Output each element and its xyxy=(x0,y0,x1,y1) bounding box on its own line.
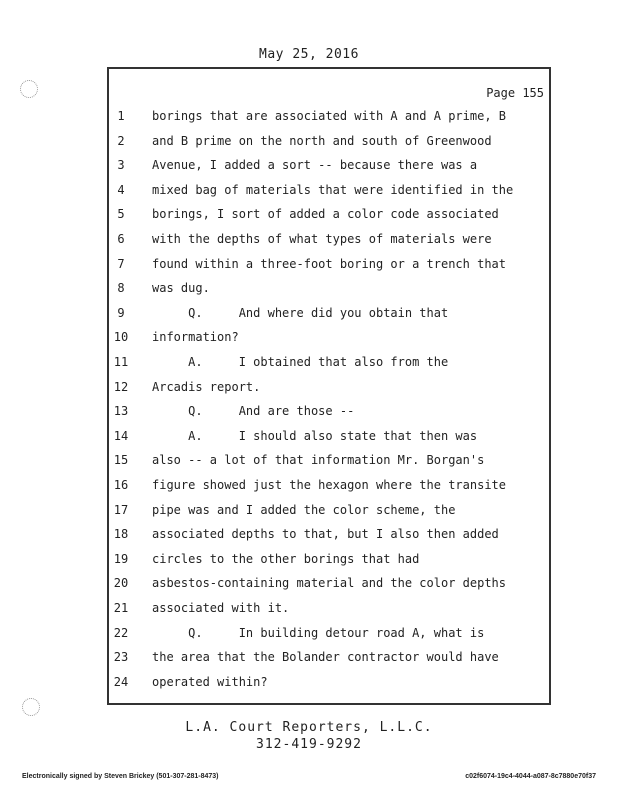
header-date: May 25, 2016 xyxy=(259,47,359,62)
transcript-line xyxy=(0,155,560,175)
transcript-line xyxy=(0,623,560,643)
line-number: 8 xyxy=(117,281,125,296)
line-text: Q. And are those -- xyxy=(152,404,355,419)
transcript-line xyxy=(0,131,560,151)
line-text: with the depths of what types of materials were xyxy=(152,232,492,246)
line-number: 9 xyxy=(117,305,125,320)
line-text: Q. In building detour road A, what is xyxy=(152,625,485,640)
line-number: 17 xyxy=(113,502,129,517)
transcript-line xyxy=(0,180,560,200)
line-number: 4 xyxy=(117,182,125,197)
line-text: also -- a lot of that information Mr. Borgan's xyxy=(152,453,485,468)
line-number: 11 xyxy=(113,355,129,369)
line-number: 21 xyxy=(113,601,129,615)
page-number: Page 155 xyxy=(486,86,544,100)
line-text: found within a three-foot boring or a trench that xyxy=(152,256,507,271)
transcript-line xyxy=(0,524,560,544)
line-number: 18 xyxy=(113,527,129,542)
transcript-line xyxy=(0,549,560,569)
transcript-line xyxy=(0,426,560,446)
transcript-line xyxy=(0,450,560,470)
transcript-line xyxy=(0,229,560,249)
line-text: A. I should also state that then was xyxy=(152,428,478,443)
line-text: operated within? xyxy=(152,674,268,689)
footer-company: L.A. Court Reporters, L.L.C. xyxy=(185,720,433,735)
line-number: 24 xyxy=(113,674,129,689)
transcript-line xyxy=(0,106,560,126)
transcript-line xyxy=(0,573,560,593)
transcript-line xyxy=(0,303,560,323)
transcript-line xyxy=(0,204,560,224)
line-text: mixed bag of materials that were identified in the xyxy=(152,182,514,197)
punch-hole-bottom xyxy=(22,698,40,716)
line-text: and B prime on the north and south of Greenwood xyxy=(152,133,492,148)
transcript-line xyxy=(0,598,560,618)
line-text: associated depths to that, but I also then added xyxy=(152,527,499,542)
line-number: 7 xyxy=(117,256,125,271)
line-number: 22 xyxy=(113,625,129,640)
line-text: the area that the Bolander contractor would have xyxy=(152,650,499,665)
footer-phone: 312-419-9292 xyxy=(256,737,362,752)
transcript-line xyxy=(0,327,560,347)
line-text: figure showed just the hexagon where the transite xyxy=(152,478,507,492)
line-text: Q. And where did you obtain that xyxy=(152,305,449,320)
line-text: associated with it. xyxy=(152,601,290,615)
line-text: borings that are associated with A and A prime, B xyxy=(152,109,507,123)
line-text: borings, I sort of added a color code associated xyxy=(152,207,499,222)
transcript-line xyxy=(0,672,560,692)
line-text: A. I obtained that also from the xyxy=(152,355,449,369)
punch-hole-top xyxy=(20,80,38,98)
line-number: 10 xyxy=(113,330,129,345)
line-number: 13 xyxy=(113,404,129,419)
transcript-line xyxy=(0,475,560,495)
line-number: 6 xyxy=(117,232,125,246)
signature-left: Electronically signed by Steven Brickey (501-307-281-8473) xyxy=(22,773,219,780)
line-number: 15 xyxy=(113,453,129,468)
transcript-line xyxy=(0,500,560,520)
signature-right: c02f6074-19c4-4044-a087-8c7880e70f37 xyxy=(465,773,596,780)
line-number: 1 xyxy=(117,109,125,123)
line-text: circles to the other borings that had xyxy=(152,551,420,566)
transcript-line xyxy=(0,377,560,397)
line-text: Arcadis report. xyxy=(152,379,261,394)
line-number: 2 xyxy=(117,133,125,148)
line-number: 14 xyxy=(113,428,129,443)
line-number: 20 xyxy=(113,576,129,591)
line-text: Avenue, I added a sort -- because there was a xyxy=(152,158,478,173)
transcript-line xyxy=(0,254,560,274)
transcript-line xyxy=(0,647,560,667)
line-text: was dug. xyxy=(152,281,210,296)
line-number: 3 xyxy=(117,158,125,173)
line-number: 16 xyxy=(113,478,129,492)
transcript-line xyxy=(0,278,560,298)
line-number: 23 xyxy=(113,650,129,665)
line-number: 5 xyxy=(117,207,125,222)
transcript-line xyxy=(0,352,560,372)
line-text: asbestos-containing material and the color depths xyxy=(152,576,507,591)
line-number: 19 xyxy=(113,551,129,566)
line-text: pipe was and I added the color scheme, the xyxy=(152,502,456,517)
line-text: information? xyxy=(152,330,239,345)
transcript-line xyxy=(0,401,560,421)
line-number: 12 xyxy=(113,379,129,394)
